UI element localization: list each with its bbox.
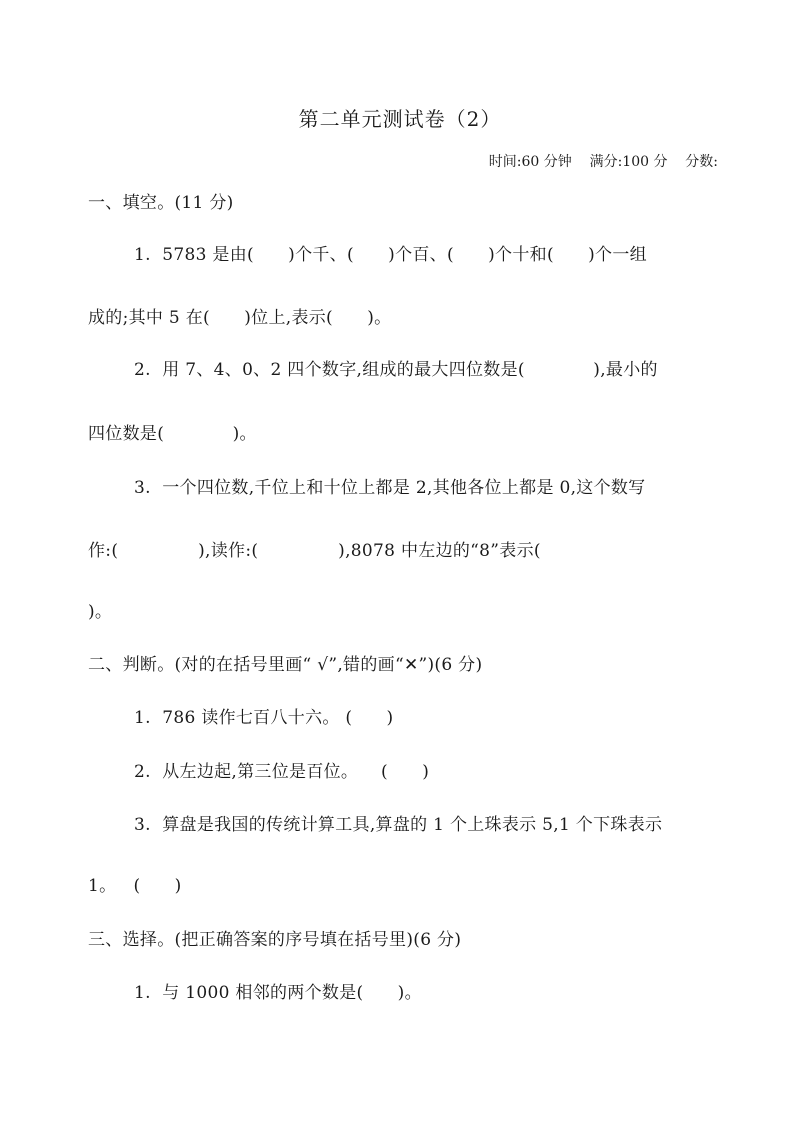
section-heading-judge: 二、判断。(对的在括号里画“ √”,错的画“✕”)(6 分): [88, 655, 483, 675]
question-line: 2. 从左边起,第三位是百位。 ( ): [134, 762, 430, 782]
exam-info: 时间:60 分钟 满分:100 分 分数:: [488, 154, 718, 170]
question-line: 四位数是( )。: [88, 424, 257, 444]
question-line: 1. 5783 是由( )个千、( )个百、( )个十和( )个一组: [134, 245, 647, 265]
question-line: 1。 ( ): [88, 876, 182, 896]
section-heading-choice: 三、选择。(把正确答案的序号填在括号里)(6 分): [88, 930, 462, 950]
question-line: 1. 与 1000 相邻的两个数是( )。: [134, 983, 422, 1003]
question-line: )。: [88, 602, 113, 622]
section-heading-fill-blank: 一、填空。(11 分): [88, 193, 234, 213]
question-line: 3. 算盘是我国的传统计算工具,算盘的 1 个上珠表示 5,1 个下珠表示: [134, 815, 663, 835]
question-line: 2. 用 7、4、0、2 四个数字,组成的最大四位数是( ),最小的: [134, 360, 658, 380]
question-line: 成的;其中 5 在( )位上,表示( )。: [88, 308, 392, 328]
question-line: 1. 786 读作七百八十六。 ( ): [134, 708, 394, 728]
page-title: 第二单元测试卷（2）: [298, 107, 502, 131]
question-line: 3. 一个四位数,千位上和十位上都是 2,其他各位上都是 0,这个数写: [134, 478, 646, 498]
question-line: 作:( ),读作:( ),8078 中左边的“8”表示(: [88, 541, 541, 561]
